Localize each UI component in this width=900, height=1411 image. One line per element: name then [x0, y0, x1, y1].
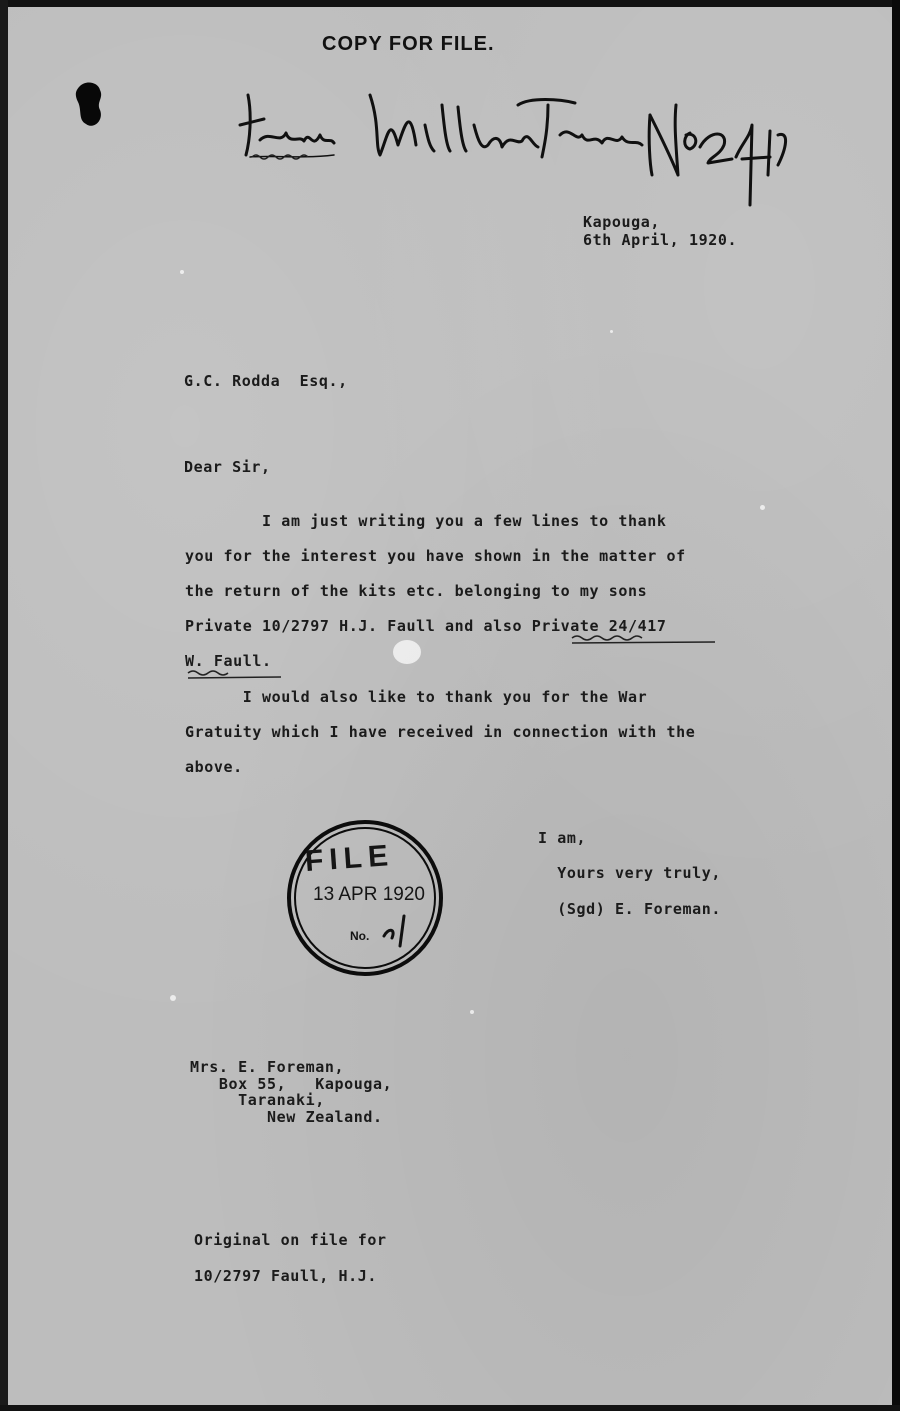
paper-speck [760, 505, 765, 510]
letter-date: 6th April, 1920. [583, 231, 738, 249]
scan-border-left [0, 0, 8, 1411]
footer-note-line: Original on file for [194, 1231, 387, 1249]
salutation: Dear Sir, [184, 458, 271, 476]
signature-line: (Sgd) E. Foreman. [538, 900, 721, 918]
paper-speck [470, 1010, 474, 1014]
closing-line: I am, [538, 829, 587, 847]
handwritten-underline [570, 634, 720, 646]
body-line: I would also like to thank you for the War [185, 688, 648, 706]
paper-speck [180, 270, 184, 274]
body-line: the return of the kits etc. belonging to my sons [185, 582, 648, 600]
sender-address-line: Mrs. E. Foreman, [190, 1058, 345, 1076]
body-line: I am just writing you a few lines to thank [185, 512, 667, 530]
footer-note-line: 10/2797 Faull, H.J. [194, 1267, 377, 1285]
stamp-date: 13 APR 1920 [313, 884, 425, 905]
stamp-number-label: No. [350, 929, 370, 943]
sender-address-line: Taranaki, [190, 1091, 325, 1109]
stamp-handwritten-number [378, 910, 418, 950]
scan-border-top [0, 0, 900, 7]
handwritten-underline [186, 669, 286, 681]
scan-border-right [892, 0, 900, 1411]
sender-address-line: New Zealand. [190, 1108, 383, 1126]
addressee: G.C. Rodda Esq., [184, 372, 348, 390]
body-line: Private 10/2797 H.J. Faull and also Private 24/417 [185, 617, 667, 635]
paper-speck [610, 330, 613, 333]
handwritten-annotation [230, 85, 790, 215]
letter-place: Kapouga, [583, 213, 661, 231]
body-line: above. [185, 758, 243, 776]
closing-line: Yours very truly, [538, 864, 721, 882]
stamp-word: FILE [303, 838, 396, 879]
body-line: Gratuity which I have received in connection with the [185, 723, 696, 741]
copy-for-file-header: COPY FOR FILE. [322, 33, 495, 55]
scan-border-bottom [0, 1405, 900, 1411]
body-line: you for the interest you have shown in the matter of [185, 547, 686, 565]
paper-speck [170, 995, 176, 1001]
sender-address-line: Box 55, Kapouga, [190, 1075, 393, 1093]
ink-blot [72, 80, 106, 130]
body-line: W. Faull. [185, 652, 272, 670]
